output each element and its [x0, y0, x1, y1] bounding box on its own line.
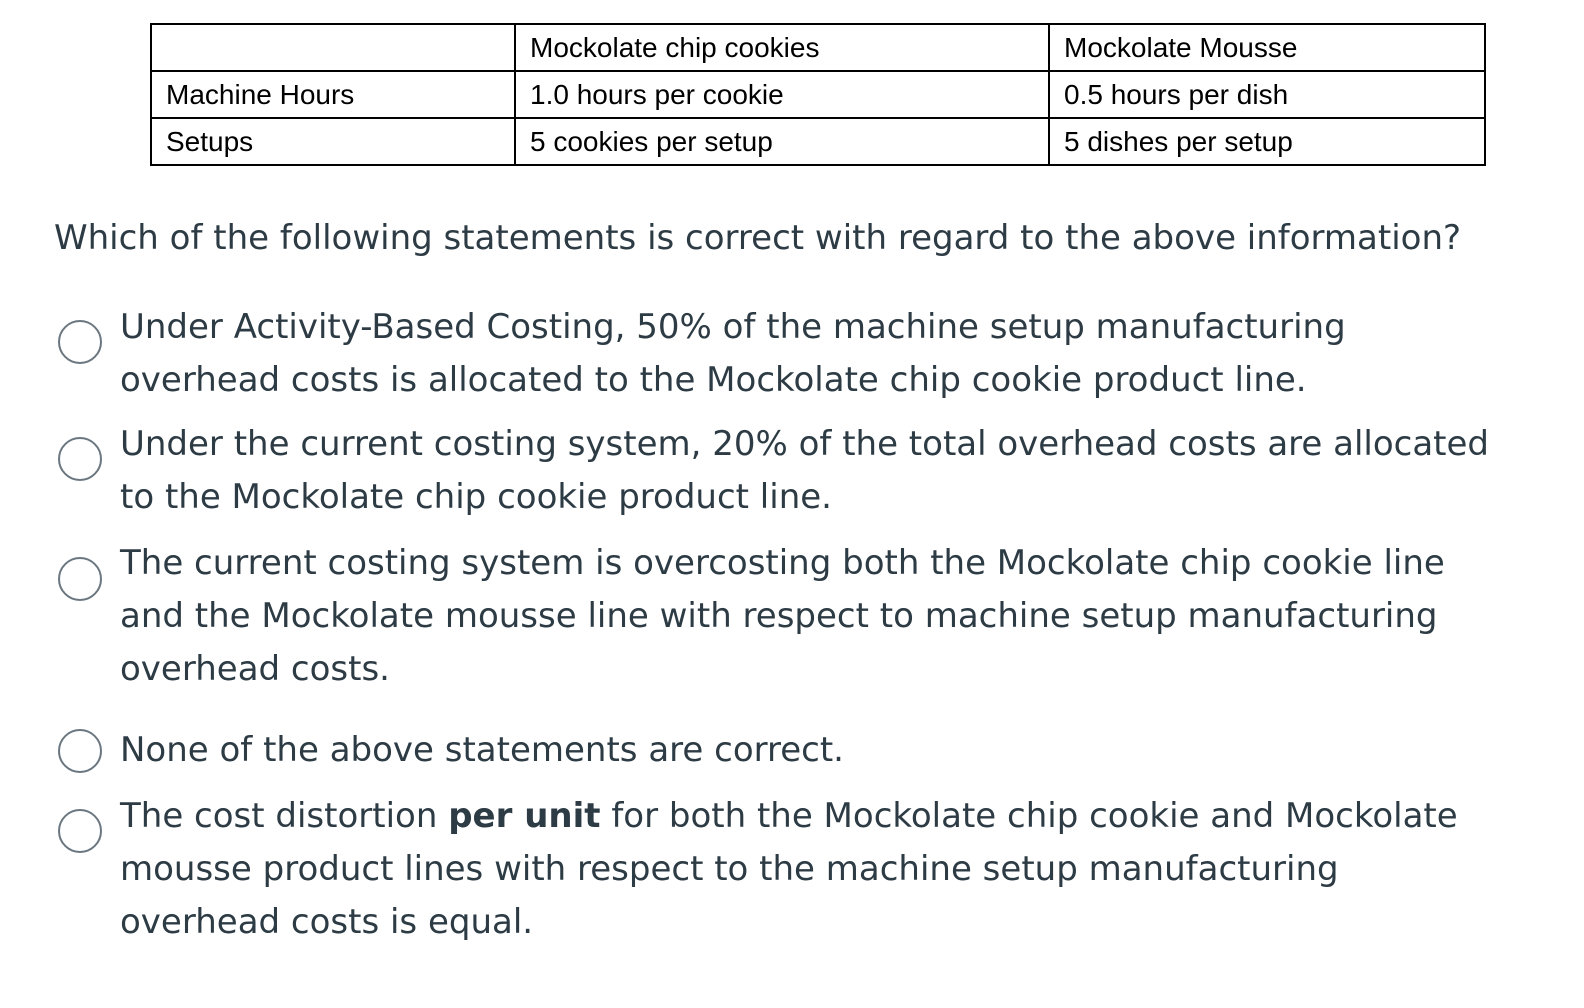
table-cell: 5 dishes per setup [1049, 118, 1485, 165]
product-info-table [150, 23, 1486, 166]
table-cell: 5 cookies per setup [515, 118, 1049, 165]
radio-button[interactable] [58, 729, 102, 773]
radio-button[interactable] [58, 809, 102, 853]
answer-label-emphasis: per unit [448, 796, 601, 836]
answer-label[interactable]: None of the above statements are correct. [120, 730, 844, 770]
answer-label-end: for both the Mockolate chip cookie and Mockolate mousse product lines with respect to the machine setup manufacturing overhead costs is equal. [120, 796, 1458, 942]
answer-label[interactable]: Under Activity-Based Costing, 50% of the machine setup manufacturing overhead costs is allocated to the Mockolate chip cookie product line. [120, 307, 1346, 400]
table-header-cell: Mockolate Mousse [1049, 24, 1485, 71]
table-header-row [151, 24, 1485, 71]
table-cell: 1.0 hours per cookie [515, 71, 1049, 118]
radio-button[interactable] [58, 437, 102, 481]
answer-label[interactable]: The current costing system is overcosting both the Mockolate chip cookie line and the Mockolate mousse line with respect to machine setup manufacturing overhead costs. [120, 543, 1445, 689]
table-cell: Machine Hours [151, 71, 515, 118]
table-row [151, 71, 1485, 118]
table-row [151, 118, 1485, 165]
radio-button[interactable] [58, 557, 102, 601]
radio-button[interactable] [58, 320, 102, 364]
answer-label-start: The cost distortion [120, 796, 449, 836]
table-cell: 0.5 hours per dish [1049, 71, 1485, 118]
question-text: Which of the following statements is correct with regard to the above information? [54, 218, 1462, 258]
answer-label[interactable]: Under the current costing system, 20% of the total overhead costs are allocated to the Mockolate chip cookie product line. [120, 424, 1490, 517]
table-header-cell [151, 24, 515, 71]
table-header-cell: Mockolate chip cookies [515, 24, 1049, 71]
answer-label[interactable] [120, 790, 1500, 949]
table-cell: Setups [151, 118, 515, 165]
